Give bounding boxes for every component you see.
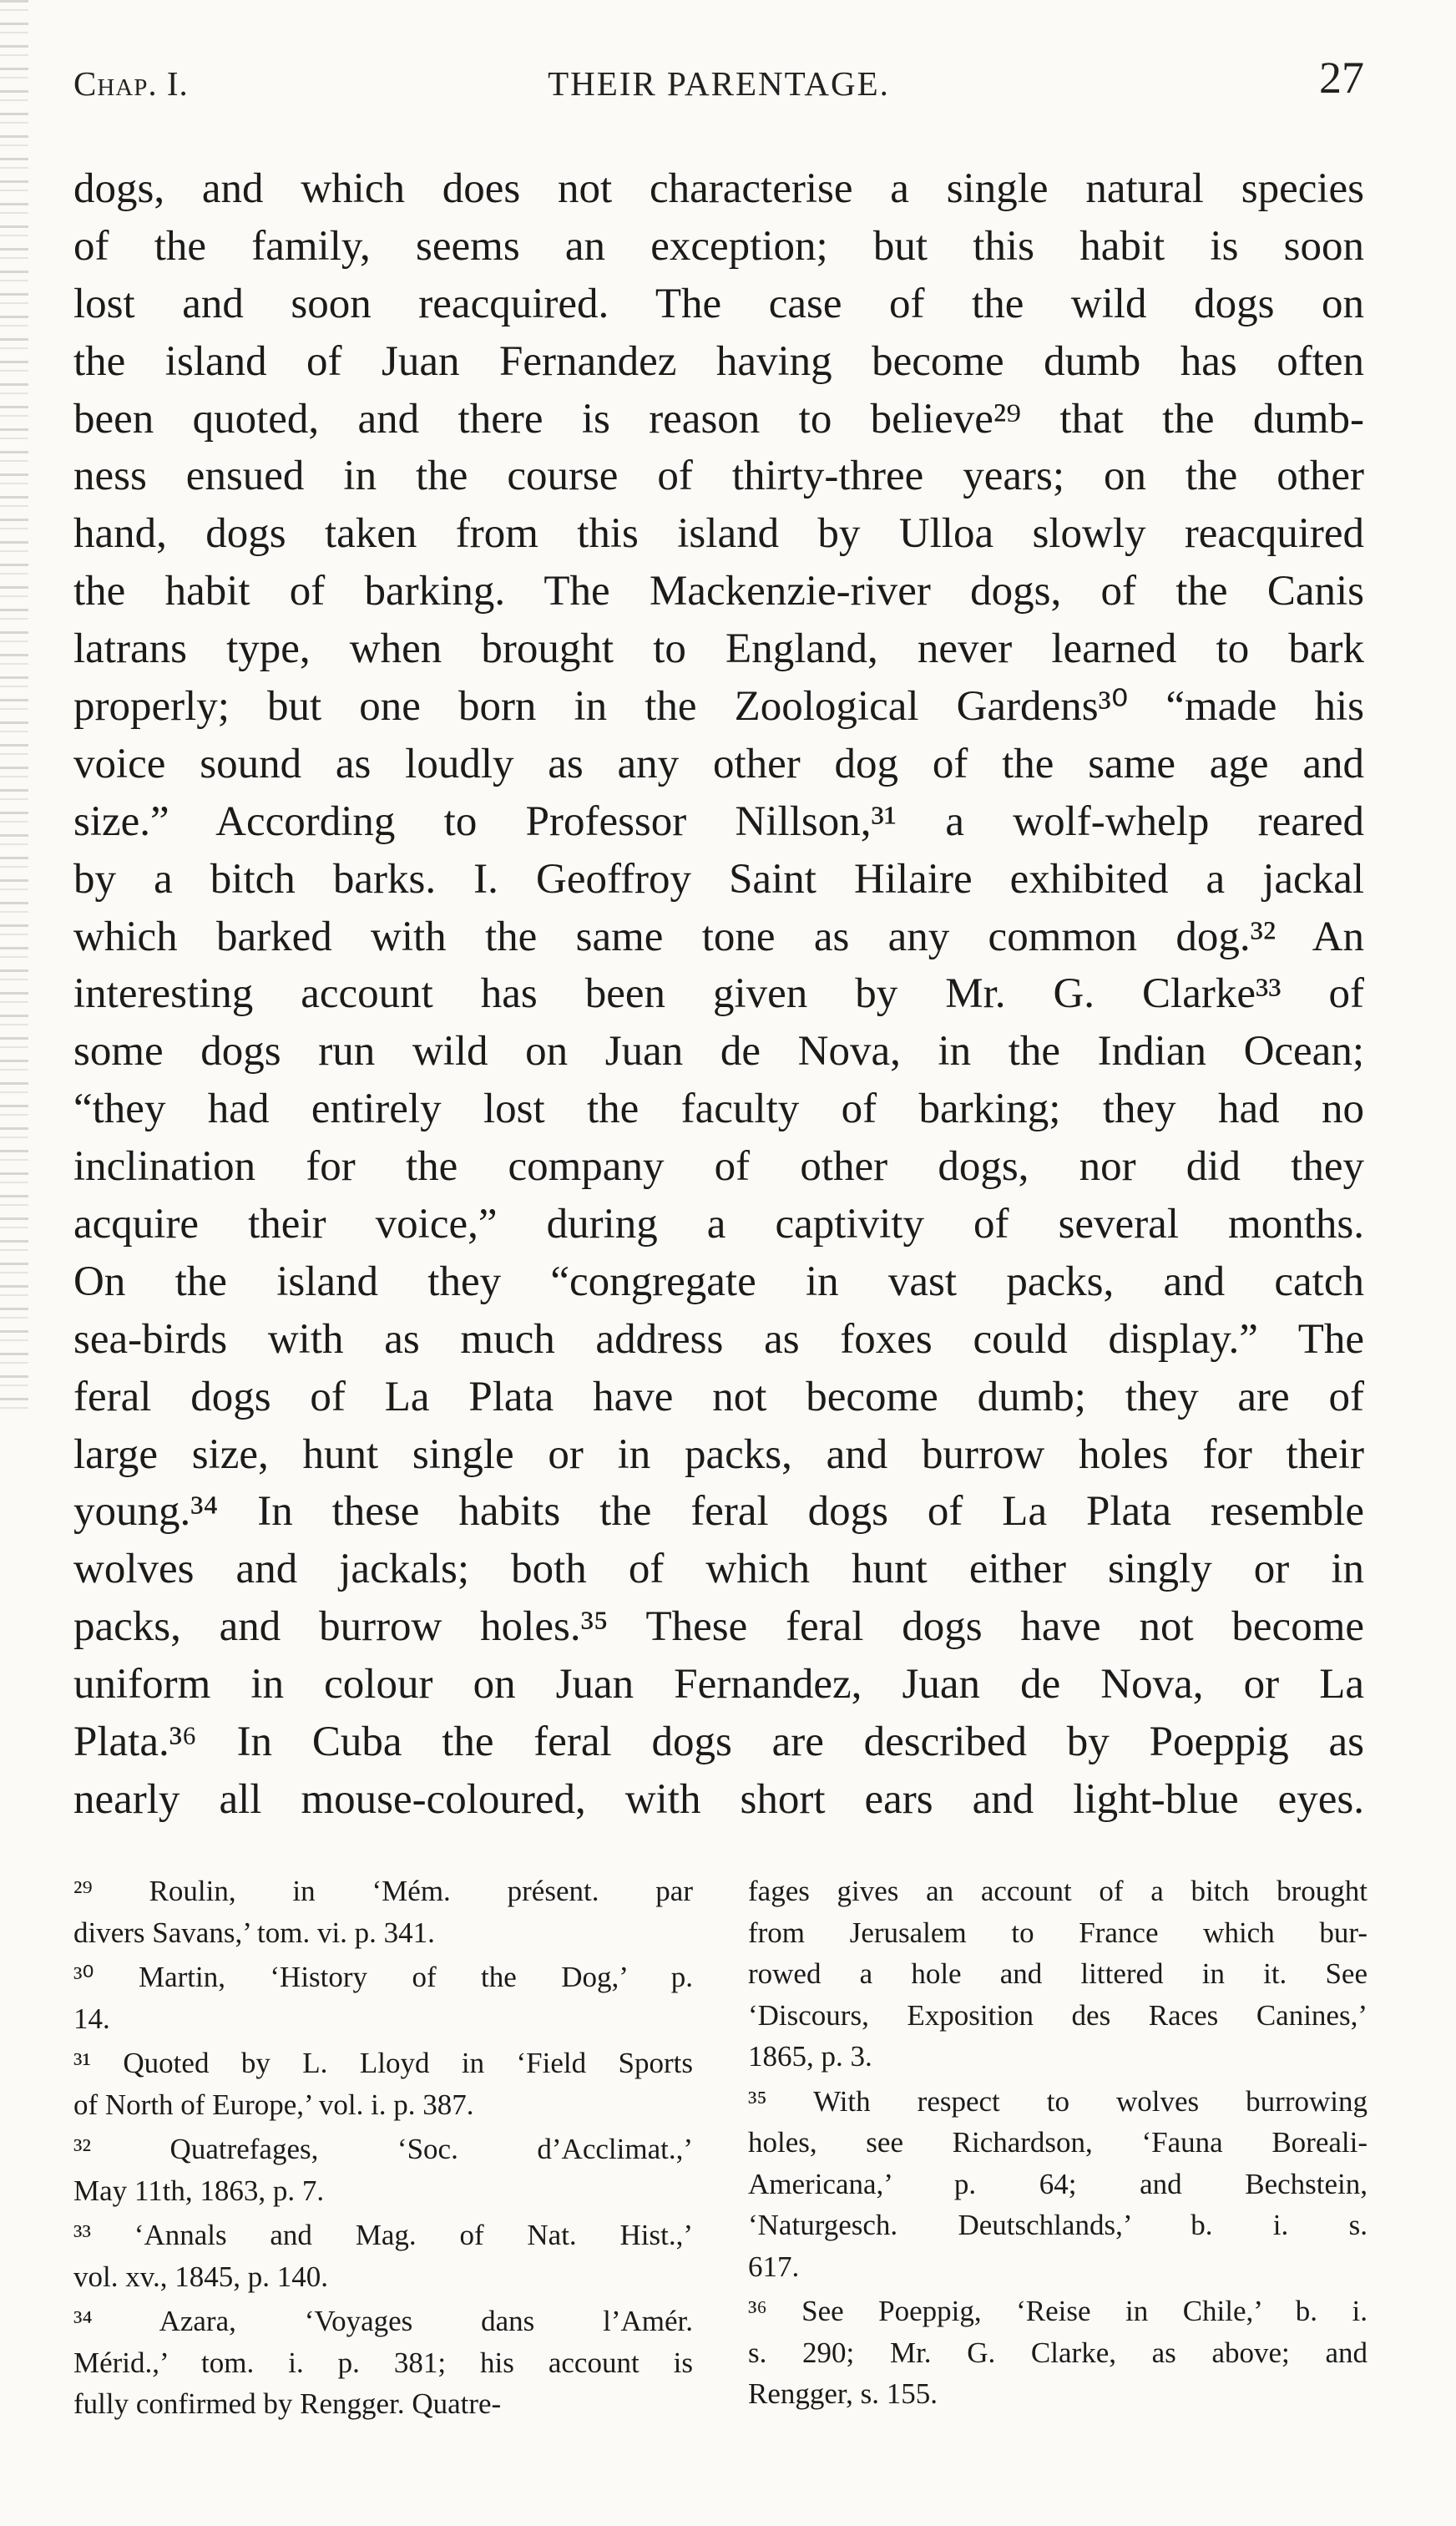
footnotes-left-column xyxy=(73,1870,693,2428)
body-line: nearly all mouse-coloured, with short ears and light-blue eyes. xyxy=(73,1775,1364,1823)
footnote xyxy=(73,2129,693,2215)
body-line: hand, dogs taken from this island by Ulloa slowly reacquired xyxy=(73,510,1364,558)
footnote-line: ³² Quatrefages, ‘Soc. d’Acclimat.,’ xyxy=(73,2133,693,2165)
footnote-line: ²⁹ Roulin, in ‘Mém. présent. par xyxy=(73,1875,693,1907)
footnote-line: ‘Naturgesch. Deutschlands,’ b. i. s. xyxy=(748,2209,1368,2241)
body-line: the habit of barking. The Mackenzie-river dogs, of the Canis xyxy=(73,568,1364,615)
footnote-line: holes, see Richardson, ‘Fauna Boreali- xyxy=(748,2126,1368,2159)
footnote-line: Americana,’ p. 64; and Bechstein, xyxy=(748,2167,1368,2200)
body-line: which barked with the same tone as any common dog.³² An xyxy=(73,913,1364,960)
body-line: uniform in colour on Juan Fernandez, Juan de Nova, or La xyxy=(73,1661,1364,1708)
footnote-line: from Jerusalem to France which bur- xyxy=(748,1916,1368,1949)
body-line: young.³⁴ In these habits the feral dogs of La Plata resemble xyxy=(73,1488,1364,1536)
footnote xyxy=(73,2043,693,2129)
footnote-line: Mérid.,’ tom. i. p. 381; his account is xyxy=(73,2346,693,2379)
footnote xyxy=(73,1870,693,1957)
body-line: “they had entirely lost the faculty of barking; they had no xyxy=(73,1086,1364,1133)
footnote xyxy=(748,2291,1368,2418)
footnote-line: ‘Discours, Exposition des Races Canines,’ xyxy=(748,1998,1368,2032)
footnotes-right-column xyxy=(748,1870,1368,2418)
footnote xyxy=(748,1870,1368,2081)
footnote-line: ³⁰ Martin, ‘History of the Dog,’ p. xyxy=(73,1961,693,1993)
body-line: properly; but one born in the Zoological Gardens³⁰ “made his xyxy=(73,683,1364,731)
footnote-line: ³³ ‘Annals and Mag. of Nat. Hist.,’ xyxy=(73,2219,693,2251)
body-line: by a bitch barks. I. Geoffroy Saint Hilaire exhibited a jackal xyxy=(73,855,1364,903)
body-line: the island of Juan Fernandez having become dumb has often xyxy=(73,337,1364,385)
running-title: THEIR PARENTAGE. xyxy=(548,64,890,103)
body-line: dogs, and which does not characterise a single natural species xyxy=(73,165,1364,212)
chapter-label: Chap. I. xyxy=(73,64,189,103)
body-text xyxy=(73,160,1364,1829)
body-line: feral dogs of La Plata have not become dumb; they are of xyxy=(73,1373,1364,1420)
footnote-line: divers Savans,’ tom. vi. p. 341. xyxy=(73,1916,435,1949)
footnote-line: rowed a hole and littered in it. See xyxy=(748,1957,1368,1990)
body-line: inclination for the company of other dogs, nor did they xyxy=(73,1143,1364,1191)
footnote-line: of North of Europe,’ vol. i. p. 387. xyxy=(73,2088,474,2121)
body-line: size.” According to Professor Nillson,³¹ a wolf-whelp reared xyxy=(73,797,1364,845)
footnote-line: ³⁵ With respect to wolves burrowing xyxy=(748,2084,1368,2118)
footnote-line: ³⁴ Azara, ‘Voyages dans l’Amér. xyxy=(73,2305,693,2337)
body-line: sea-birds with as much address as foxes could display.” The xyxy=(73,1315,1364,1363)
body-line: On the island they “congregate in vast packs, and catch xyxy=(73,1258,1364,1305)
body-line: latrans type, when brought to England, never learned to bark xyxy=(73,625,1364,673)
scanned-page-edge xyxy=(0,0,28,1420)
footnote xyxy=(73,2215,693,2301)
body-line: interesting account has been given by Mr. G. Clarke³³ of xyxy=(73,970,1364,1018)
body-line: some dogs run wild on Juan de Nova, in the Indian Ocean; xyxy=(73,1028,1364,1076)
body-line: large size, hunt single or in packs, and burrow holes for their xyxy=(73,1430,1364,1478)
body-line: ness ensued in the course of thirty-three years; on the other xyxy=(73,453,1364,500)
body-line: been quoted, and there is reason to believe²⁹ that the dumb- xyxy=(73,395,1364,443)
body-line: lost and soon reacquired. The case of the wild dogs on xyxy=(73,280,1364,327)
footnote-line: May 11th, 1863, p. 7. xyxy=(73,2174,325,2207)
footnotes xyxy=(73,1870,1376,2438)
footnote-line: 617. xyxy=(748,2250,800,2283)
footnote-line: ³⁶ See Poeppig, ‘Reise in Chile,’ b. i. xyxy=(748,2295,1368,2327)
page-number: 27 xyxy=(1319,53,1364,103)
footnote-line: ³¹ Quoted by L. Lloyd in ‘Field Sports xyxy=(73,2047,693,2079)
body-line: wolves and jackals; both of which hunt either singly or in xyxy=(73,1546,1364,1593)
footnote-line: vol. xv., 1845, p. 140. xyxy=(73,2260,328,2293)
body-line: Plata.³⁶ In Cuba the feral dogs are described by Poeppig as xyxy=(73,1719,1364,1766)
body-line: packs, and burrow holes.³⁵ These feral dogs have not become xyxy=(73,1603,1364,1651)
running-head xyxy=(73,52,1364,119)
footnote xyxy=(73,2301,693,2428)
footnote xyxy=(73,1957,693,2043)
footnote xyxy=(748,2081,1368,2291)
body-line: voice sound as loudly as any other dog of the same age and xyxy=(73,740,1364,787)
footnote-line: 1865, p. 3. xyxy=(748,2040,872,2073)
footnote-line: fages gives an account of a bitch brought xyxy=(748,1875,1368,1907)
footnote-line: Rengger, s. 155. xyxy=(748,2377,938,2410)
footnote-line: 14. xyxy=(73,2002,110,2035)
body-line: of the family, seems an exception; but this habit is soon xyxy=(73,222,1364,270)
footnote-line: s. 290; Mr. G. Clarke, as above; and xyxy=(748,2336,1368,2369)
body-line: acquire their voice,” during a captivity of several months. xyxy=(73,1201,1364,1248)
footnote-line: fully confirmed by Rengger. Quatre- xyxy=(73,2387,502,2420)
